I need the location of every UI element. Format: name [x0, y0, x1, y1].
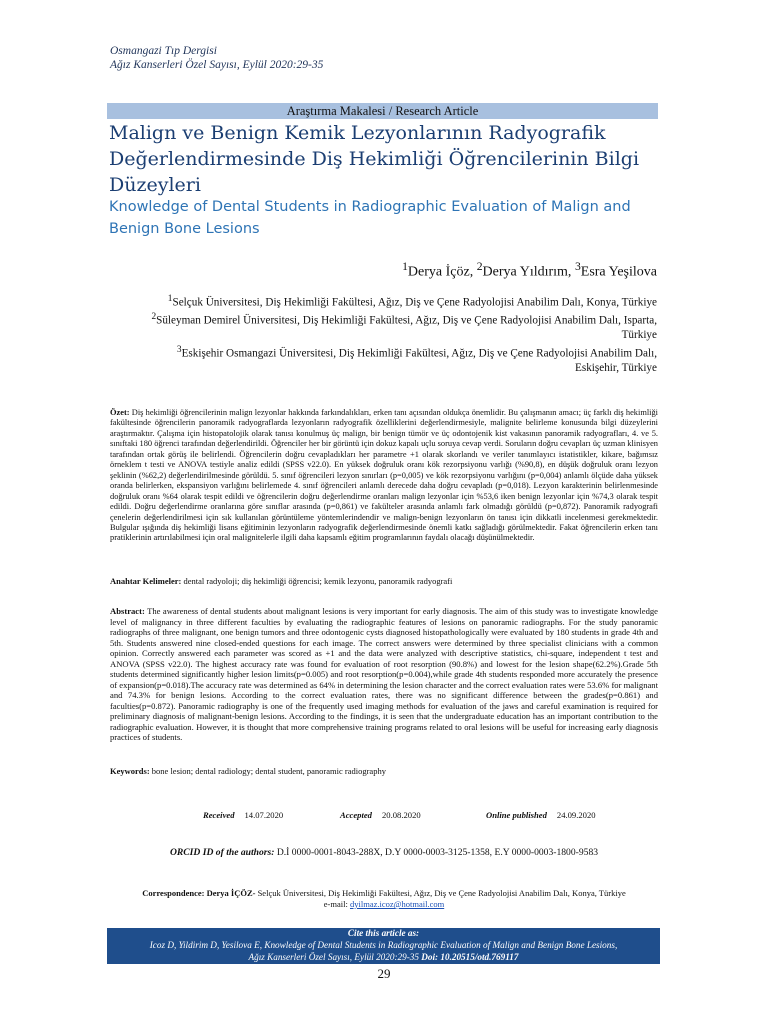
keywords-english — [110, 766, 658, 777]
published-label: Online published — [486, 810, 547, 820]
orcid-text: D.İ 0000-0001-8043-288X, D.Y 0000-0003-3125-1358, E.Y 0000-0003-1800-9583 — [276, 847, 599, 858]
affiliation-sup: 1 — [167, 294, 173, 304]
received-date — [203, 810, 283, 820]
citation-label: Cite this article as: — [347, 928, 420, 938]
author-name: Derya Yıldırım, — [482, 264, 575, 280]
affiliation-text: Eskişehir Osmangazi Üniversitesi, Diş Hekimliği Fakültesi, Ağız, Diş ve Çene Radyolojisi Anabilim Dalı, Eskişehir, Türkiye — [181, 347, 657, 375]
accepted-date — [340, 810, 421, 820]
article-type-bar: Araştırma Makalesi / Research Article — [107, 103, 658, 119]
email-label: e-mail: — [323, 899, 348, 909]
accepted-value: 20.08.2020 — [381, 810, 421, 820]
correspondence-name: Derya İÇÖZ- — [206, 888, 256, 898]
author-affil-sup: 1 — [402, 260, 408, 273]
orcid-line — [0, 847, 768, 858]
correspondence-address: Selçuk Üniversitesi, Diş Hekimliği Fakültesi, Ağız, Diş ve Çene Radyolojisi Anabilim Dalı, Konya, Türkiye — [257, 888, 626, 898]
orcid-label: ORCID ID of the authors: — [169, 847, 275, 858]
affiliation — [137, 310, 657, 343]
keywords-english-label: Keywords: — [110, 766, 150, 776]
journal-issue: Ağız Kanserleri Özel Sayısı, Eylül 2020:29-35 — [110, 59, 324, 71]
affiliation-list — [137, 292, 657, 376]
published-value: 24.09.2020 — [556, 810, 596, 820]
keywords-turkish — [110, 576, 658, 587]
journal-header — [110, 44, 323, 72]
affiliation — [137, 292, 657, 310]
abstract-turkish — [110, 408, 658, 544]
keywords-english-text: bone lesion; dental radiology; dental student, panoramic radiography — [151, 766, 386, 776]
author-name: Derya İçöz, — [407, 264, 477, 280]
correspondence — [0, 888, 768, 910]
author-name: Esra Yeşilova — [580, 264, 657, 280]
journal-name: Osmangazi Tıp Dergisi — [110, 45, 217, 57]
affiliation-sup: 2 — [151, 312, 157, 323]
received-value: 14.07.2020 — [244, 810, 284, 820]
author-affil-sup: 2 — [476, 260, 483, 273]
title-english: Knowledge of Dental Students in Radiographic Evaluation of Malign and Benign Bone Lesions — [109, 199, 631, 237]
received-label: Received — [203, 810, 235, 820]
correspondence-label: Correspondence: — [142, 888, 205, 898]
affiliation — [137, 343, 657, 376]
abstract-turkish-text: Diş hekimliği öğrencilerinin malign lezyonlar hakkında farkındalıkları, erken tanı açısından oldukça önemlidir. Bu çalışmanın amacı; üç farklı diş hekimliği fakültesinde öğrencilerin panoramik radyograflarda lezyonların radyografik özelliklerini değerlendirmesiyle, malignite belirleme konusunda bilgi düzeylerini araştırmaktır. Çalışma için histopatolojik olarak tanısı konulmuş üç malign, bir benign tümör ve üç odontojenik kist vakasının panoramik radyografları, 4. ve 5. sınıftaki 180 öğrenci tarafından değerlendirildi. Öğrenciler her bir görüntü için dokuz kapalı uçlu soruya cevap verdi. Soruların doğru cevapları üç uzman klinisyen tarafından ortak görüş ile belirlendi. Öğrencilerin doğru cevapladıkları her parametre +1 olarak skorlandı ve veriler tanımlayıcı istatistikler, kikare, bağımsız örneklem t testi ve ANOVA testiyle analiz edildi (SPSS v22.0). En yüksek doğruluk oranı kök rezorpsiyonu varlığı (%90,8), en düşük doğruluk oranı lezyon şeklinin (%62,2) değerlendirilmesinde görüldü. 5. sınıf öğrencileri lezyon sınırları (p=0,005) ve kök rezorpsiyonu varlığını (p=0,004) anlamlı ölçüde daha yüksek oranda belirlerken, ekspansiyon varlığını belirlemede 4. sınıf öğrencileri anlamlı derecede daha doğru cevapladı (p=0,018). Lezyon karakterinin belirlenmesinde doğruluk oranı %64 olarak tespit edildi ve öğrencilerin doğru değerlendirme oranları malign lezyonlar için %53,6 iken benign lezyonlar için %74,3 olarak tespit edildi. Doğru değerlendirme oranlarına göre sınıflar arasında (p=0,861) ve fakülteler arasında anlamlı fark olmadığı görüldü (p=0,872). Panoramik radyografi çenelerin değerlendirilmesi için sık kullanılan görüntüleme yöntemlerindendir ve malign-benign lezyonların ön tanısı için dikkatli incelenmesi gerekmektedir. Bulgular ışığında diş hekimliği lisans eğitiminin lezyonların radyografik değerlendirmesinde önemli katkı sağladığı görülmektedir. Fakat öğrencilerin erken tanı pratiklerinin artırılabilmesi için oral malignitelerle ilgili daha kapsamlı eğitim programlarının faydalı olacağı düşünülmektedir. — [110, 408, 659, 543]
page-number: 29 — [377, 966, 391, 981]
citation-journal: Ağız Kanserleri Özel Sayısı, Eylül 2020:29-35 — [248, 951, 419, 962]
correspondence-line — [0, 888, 768, 899]
citation-doi: Doi: 10.20515/otd.769117 — [421, 951, 519, 962]
author-affil-sup: 3 — [574, 260, 581, 273]
abstract-turkish-label: Özet: — [110, 408, 130, 417]
affiliation-sup: 3 — [176, 344, 182, 355]
correspondence-email-line — [0, 899, 768, 910]
citation-box — [107, 928, 660, 964]
affiliation-text: Selçuk Üniversitesi, Diş Hekimliği Fakültesi, Ağız, Diş ve Çene Radyolojisi Anabilim Dalı, Konya, Türkiye — [172, 296, 657, 309]
abstract-english-text: The awareness of dental students about malignant lesions is very important for early diagnosis. The aim of this study was to investigate knowledge level of malignancy in three different faculties by evaluating the radiographic features of lesions on panoramic radiographs. For the study panoramic radiographs of three malignant, one benign tumors and three odontogenic cysts diagnosed histopathologically were evaluated by 180 students in grade 4th and 5th. Students answered nine closed-ended questions for each image. The correct answers were determined by three specialist clinicians with a common opinion. Correctly answered each parameter was scored as +1 and the data were analyzed with descriptive statistics, chi-square, independent t test and ANOVA (SPSS v22.0). The highest accuracy rate was found for evaluation of root resorption (90.8%) and lowest for the lesion shape(62.2%).Grade 5th students determined significantly higher lesion limits(p=0.005) and root resorption(p=0.004),while grade 4th students responded more accurately the presence of expansion(p=0.018).The accuracy rate was determined as 64% in determining the lesion character and the correct evaluation rates were 53.6% for malignant and 74.3% for benign lesions. According to the correct evaluation rates, there was no significant difference between the grades(p=0.861) and faculties(p=0.872). Panoramic radiography is one of the frequently used imaging methods for evaluation of the jaws and careful examination is required for preliminary diagnosis of malignant-benign lesions. According to the findings, it is seen that the undergraduate education has an important contribution to the radiographic evaluation. However, it is thought that more comprehensive training programs related to oral lesions will be useful for increasing early diagnosis practices of students. — [110, 606, 659, 742]
keywords-turkish-text: dental radyoloji; diş hekimliği öğrencisi; kemik lezyonu, panoramik radyografi — [183, 576, 453, 586]
author-list — [402, 258, 657, 282]
citation-text: Icoz D, Yildirim D, Yesilova E, Knowledge of Dental Students in Radiographic Evaluation of Malign and Benign Bone Lesions, — [149, 939, 618, 950]
keywords-turkish-label: Anahtar Kelimeler: — [110, 576, 182, 586]
accepted-label: Accepted — [340, 810, 372, 820]
abstract-english-label: Abstract: — [110, 606, 145, 616]
affiliation-text: Süleyman Demirel Üniversitesi, Diş Hekimliği Fakültesi, Ağız, Diş ve Çene Radyolojisi Anabilim Dalı, Isparta, Türkiye — [156, 314, 657, 342]
email-link[interactable]: dyilmaz.icoz@hotmail.com — [349, 899, 445, 909]
published-date — [486, 810, 596, 820]
title-turkish: Malign ve Benign Kemik Lezyonlarının Radyografik Değerlendirmesinde Diş Hekimliği Öğrencilerinin Bilgi Düzeyleri — [109, 122, 640, 196]
citation-source — [107, 952, 660, 964]
abstract-english — [110, 606, 658, 743]
